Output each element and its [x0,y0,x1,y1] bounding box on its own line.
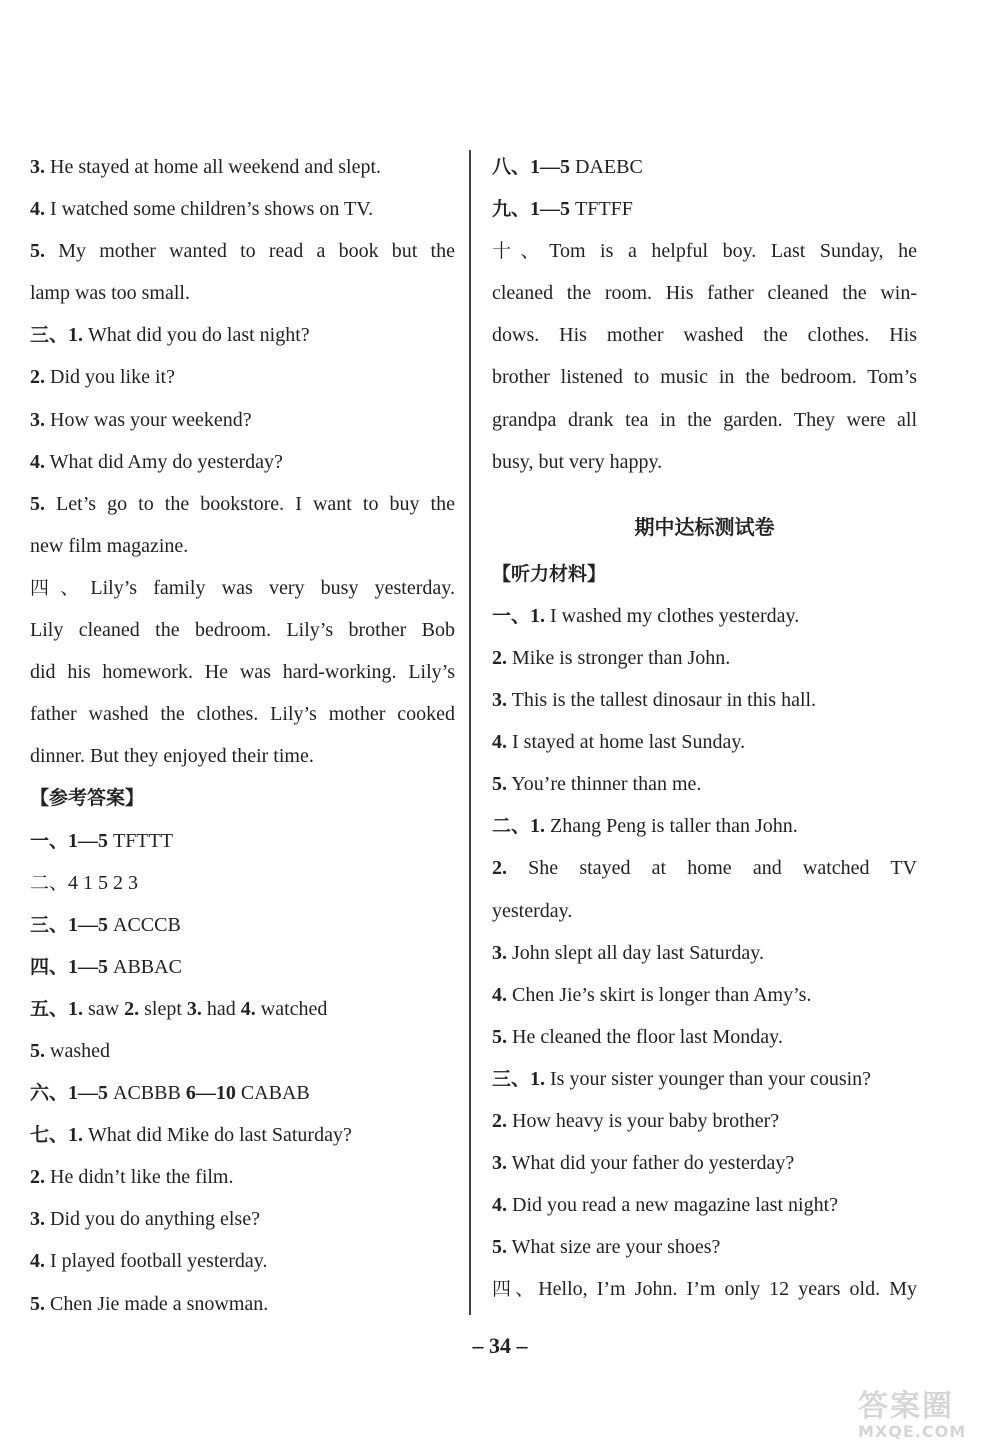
item-text: ACBBB [108,1082,186,1105]
text-line [492,188,917,230]
item-number: 2. [30,366,45,389]
text-line [30,272,455,314]
item-number: 4. [30,450,45,473]
text-line [492,805,917,847]
item-text: CABAB [235,1082,310,1105]
item-text: How was your weekend? [45,408,252,431]
text-line [30,1198,455,1240]
item-text: This is the tallest dinosaur in this hall. [507,689,817,712]
item-text: washed [45,1039,110,1062]
item-number: 4. [30,198,45,221]
text-line [30,777,455,819]
item-text: dows. His mother washed the clothes. His [492,324,917,347]
text-line [492,1142,917,1184]
item-text: Mike is stronger than John. [507,646,731,669]
text-line [30,146,455,188]
item-text: Lily’s family was very busy yesterday. [90,576,455,599]
text-line [492,230,917,272]
right-column [492,146,917,1310]
text-line [30,988,455,1030]
text-line [492,441,917,483]
watermark-site: MXQE.COM [858,1422,967,1441]
right-column-listening [492,553,917,1311]
item-text: new film magazine. [30,534,189,557]
item-number: 4. [30,1250,45,1273]
text-line [30,1156,455,1198]
page-number: – 34 – [472,1333,528,1358]
text-line [30,862,455,904]
item-number: 1. [530,604,546,627]
item-text: What did you do last night? [83,324,310,347]
question-section-label: 四、 [30,576,91,599]
text-line [492,1100,917,1142]
text-line [492,314,917,356]
item-text: Did you do anything else? [45,1208,260,1231]
item-text: Did you like it? [45,366,175,389]
item-text: grandpa drank tea in the garden. They were all [492,408,917,431]
question-section-label: 六、 [30,1082,69,1105]
item-number: 1. [68,324,84,347]
item-number: 4. [492,1194,507,1217]
text-line [492,763,917,805]
question-section-label: 三、 [30,324,69,347]
question-section-label: 二、 [492,815,531,838]
text-line [30,230,455,272]
section-heading: 期中达标测试卷 [634,514,775,539]
question-section-label: 四、 [30,955,69,978]
item-number: 3. [30,156,45,178]
question-section-label: 七、 [30,1124,69,1147]
item-number: 1—5 [68,1082,109,1105]
text-line [30,567,455,609]
text-line [492,974,917,1016]
item-text: What did your father do yesterday? [507,1152,795,1175]
item-text: Lily cleaned the bedroom. Lily’s brother Bob [30,619,455,642]
text-line [492,1184,917,1226]
item-number: 1—5 [68,955,109,978]
item-number: 4. [240,997,256,1020]
item-number: 2. [124,997,140,1020]
item-number: 1—5 [68,829,109,852]
item-number: 1—5 [68,913,109,936]
item-text: DAEBC [570,156,643,178]
item-text: How heavy is your baby brother? [507,1109,780,1132]
item-text: Chen Jie’s skirt is longer than Amy’s. [507,983,812,1006]
item-text: He cleaned the floor last Monday. [507,1025,783,1048]
item-text: She stayed at home and watched TV [507,857,917,880]
text-line [30,1114,455,1156]
item-text: Hello, I’m John. I’m only 12 years old. My [538,1278,917,1301]
item-text: saw [83,997,125,1020]
item-number: 1. [530,1067,546,1090]
text-line [30,356,455,398]
text-line [30,651,455,693]
item-text: brother listened to music in the bedroom. Tom’s [492,366,917,389]
item-text: What did Mike do last Saturday? [83,1124,352,1147]
text-line [492,890,917,932]
text-line [30,1283,455,1325]
item-number: 4. [492,983,507,1006]
item-text: Did you read a new magazine last night? [507,1194,838,1217]
right-column-answers [492,146,917,483]
text-line [30,693,455,735]
item-number: 5. [30,1039,45,1062]
item-number: 2. [30,1166,45,1189]
text-line [492,1268,917,1310]
text-line [492,847,917,889]
item-number: 4. [492,731,507,754]
item-number: 5. [30,1292,45,1315]
item-number: 2. [492,646,507,669]
text-line [492,721,917,763]
item-number: 1. [530,815,546,838]
text-line [492,595,917,637]
section-tag: 【参考答案】 [30,787,145,810]
item-number: 1. [68,1124,84,1147]
item-number: 2. [492,857,507,880]
item-text: He stayed at home all weekend and slept. [45,156,381,178]
text-line [492,272,917,314]
column-divider [469,150,471,1315]
item-number: 5. [492,1025,507,1048]
item-text: TFTTT [108,829,174,852]
item-text: I watched some children’s shows on TV. [45,198,374,221]
item-text: Let’s go to the bookstore. I want to buy the [45,492,455,515]
item-number: 3. [30,408,45,431]
text-line [492,637,917,679]
question-section-label: 三、 [492,1067,531,1090]
text-line [30,820,455,862]
text-line [30,483,455,525]
text-line [30,314,455,356]
item-text: I played football yesterday. [45,1250,268,1273]
item-text: slept [139,997,187,1020]
question-section-label: 十、 [492,240,550,263]
question-section-label: 四、 [492,1278,539,1301]
item-number: 1. [68,997,84,1020]
item-number: 2. [492,1109,507,1132]
item-text: 4 1 5 2 3 [68,871,139,894]
question-section-label: 一、 [492,604,531,627]
item-number: 1—5 [530,156,571,178]
text-line [492,932,917,974]
item-text: TFTFF [570,198,633,221]
text-line [492,356,917,398]
item-text: cleaned the room. His father cleaned the win- [492,282,917,305]
text-line [492,1016,917,1058]
text-line [492,146,917,188]
item-text: did his homework. He was hard-working. Lily’s [30,661,455,684]
text-line [30,1240,455,1282]
item-text: Tom is a helpful boy. Last Sunday, he [549,240,917,263]
item-number: 6—10 [185,1082,236,1105]
item-text: Zhang Peng is taller than John. [545,815,798,838]
item-number: 1—5 [530,198,571,221]
item-number: 5. [492,773,507,796]
text-line [30,904,455,946]
item-text: You’re thinner than me. [507,773,702,796]
text-line [30,735,455,777]
item-text: yesterday. [492,899,573,922]
text-line [492,1058,917,1100]
text-line [30,609,455,651]
item-text: watched [255,997,328,1020]
watermark-logo [858,1389,988,1446]
left-column [30,146,455,1325]
question-section-label: 一、 [30,829,69,852]
item-text: ACCCB [108,913,181,936]
text-line [30,946,455,988]
item-text: Chen Jie made a snowman. [45,1292,269,1315]
question-section-label: 八、 [492,156,531,178]
section-tag: 【听力材料】 [492,562,607,585]
item-text: ABBAC [108,955,182,978]
item-number: 3. [492,1152,507,1175]
item-number: 5. [30,240,45,263]
item-number: 5. [30,492,45,515]
item-text: John slept all day last Saturday. [507,941,764,964]
item-text: I washed my clothes yesterday. [545,604,800,627]
item-text: father washed the clothes. Lily’s mother cooked [30,703,455,726]
watermark-text: 答案圈 [858,1389,954,1424]
text-line [30,1030,455,1072]
item-text: What size are your shoes? [507,1236,721,1259]
item-text: lamp was too small. [30,282,190,305]
text-line [492,1226,917,1268]
item-number: 3. [30,1208,45,1231]
text-line [492,553,917,595]
item-text: I stayed at home last Sunday. [507,731,746,754]
text-line [492,679,917,721]
item-text: dinner. But they enjoyed their time. [30,745,314,768]
item-number: 3. [492,941,507,964]
text-line [30,399,455,441]
question-section-label: 三、 [30,913,69,936]
question-section-label: 二、 [30,871,69,894]
text-line [30,1072,455,1114]
item-text: What did Amy do yesterday? [45,450,283,473]
item-number: 5. [492,1236,507,1259]
text-line [30,525,455,567]
item-text: had [201,997,241,1020]
item-number: 3. [492,689,507,712]
item-text: busy, but very happy. [492,450,663,473]
text-line [30,188,455,230]
text-line [492,399,917,441]
question-section-label: 九、 [492,198,531,221]
item-number: 3. [186,997,202,1020]
text-line [30,441,455,483]
item-text: My mother wanted to read a book but the [45,240,455,263]
item-text: He didn’t like the film. [45,1166,234,1189]
item-text: Is your sister younger than your cousin? [545,1067,872,1090]
question-section-label: 五、 [30,997,69,1020]
